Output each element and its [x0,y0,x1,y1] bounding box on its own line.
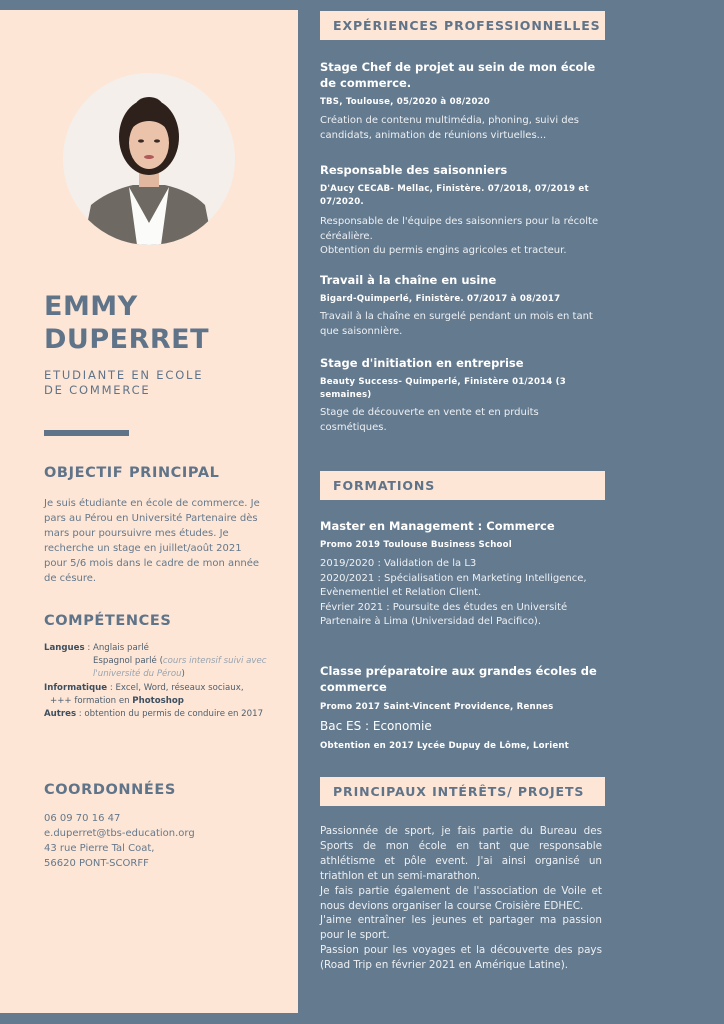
experience-subtitle: D'Aucy CECAB- Mellac, Finistère. 07/2018, 07/2019 et 07/2020. [320,184,589,207]
bac-subtitle: Obtention en 2017 Lycée Dupuy de Lôme, Lorient [320,741,569,751]
address-line-2: 56620 PONT-SCORFF [44,858,149,869]
informatique-value: : Excel, Word, réseaux sociaux, [107,682,244,693]
candidate-title [44,368,284,398]
experience-desc-line: Obtention du permis engins agricoles et tracteur. [320,245,567,256]
profile-photo [63,73,235,245]
interets-heading: PRINCIPAUX INTÉRÊTS/ PROJETS [320,777,605,806]
experience-desc [320,215,602,259]
interets-paragraph: Passionnée de sport, je fais partie du Bureau des Sports de mon école en tant que responsable athlétisme et pôle event. J'ai ainsi organisé un triathlon et un semi-marathon. [320,825,602,882]
competence-langues [44,642,280,655]
formation-desc [320,557,602,630]
espagnol-value: Espagnol parlé ( [93,656,163,667]
formations-heading: FORMATIONS [320,471,605,500]
phone-number[interactable]: 06 09 70 16 47 [44,813,121,824]
formation-line: 2020/2021 : Spécialisation en Marketing Intelligence, Evènementiel et Relation Client. [320,572,587,598]
divider [44,430,129,436]
autres-label: Autres [44,709,77,720]
informatique-label: Informatique [44,682,108,693]
formation-line: 2019/2020 : Validation de la L3 [320,558,477,569]
experience-subtitle: Bigard-Quimperlé, Finistère. 07/2017 à 08/2017 [320,294,561,304]
experience-desc: Travail à la chaîne en surgelé pendant un mois en tant que saisonnière. [320,311,593,337]
address-line-1: 43 rue Pierre Tal Coat, [44,843,155,854]
experience-desc: Création de contenu multimédia, phoning, suivi des candidats, animation de réunions virtuelles... [320,115,579,141]
coordonnees-heading: COORDONNÉES [44,782,176,798]
espagnol-note: cours intensif suivi avec l'université du Pérou [93,656,267,680]
competence-autres [44,708,280,721]
formation-subtitle: Promo 2019 Toulouse Business School [320,540,512,550]
experience-title: Travail à la chaîne en usine [320,273,497,287]
photoshop-label: Photoshop [132,695,184,706]
espagnol-close: ) [181,669,185,680]
experiences-heading: EXPÉRIENCES PROFESSIONNELLES [320,11,605,40]
experience-subtitle: Beauty Success- Quimperlé, Finistère 01/2014 (3 semaines) [320,377,566,400]
bac-title: Bac ES : Economie [320,719,432,733]
formation-title: Classe préparatoire aux grandes écoles de commerce [320,664,597,694]
interets-paragraph: Je fais partie également de l'association de Voile et nous devions organiser la course Croisière EDHEC. [320,884,602,912]
interets-paragraph: Passion pour les voyages et la découverte des pays (Road Trip en février 2021 en Amérique Latine). [320,944,602,972]
formation-line: Février 2021 : Poursuite des études en Université Partenaire à Lima (Universidad del Pacifico). [320,601,568,627]
name-last: DUPERRET [44,324,210,355]
objectif-text: Je suis étudiante en école de commerce. Je pars au Pérou en Université Partenaire dès mars pour poursuivre mes études. Je recherche un stage en juillet/août 2021 pour 5/6 mois dans le cadre de mon année de césure. [44,498,260,584]
competence-photoshop [44,695,280,708]
competence-informatique [44,682,280,695]
title-line-2: DE COMMERCE [44,383,151,397]
experience-desc-line: Responsable de l'équipe des saisonniers pour la récolte céréalière. [320,216,599,242]
experience-title: Responsable des saisonniers [320,163,508,177]
coordonnees-block [44,811,274,871]
competences-heading: COMPÉTENCES [44,613,172,629]
portrait-illustration [63,73,235,245]
objectif-heading: OBJECTIF PRINCIPAL [44,465,220,481]
email-address[interactable]: e.duperret@tbs-education.org [44,828,195,839]
interets-paragraph: J'aime entraîner les jeunes et partager ma passion pour le sport. [320,914,602,942]
competence-espagnol [44,655,280,681]
formation-title: Master en Management : Commerce [320,519,555,533]
interets-text [320,824,602,973]
autres-value: : obtention du permis de conduire en 2017 [76,709,264,720]
formation-subtitle: Promo 2017 Saint-Vincent Providence, Rennes [320,702,554,712]
experience-subtitle: TBS, Toulouse, 05/2020 à 08/2020 [320,97,490,107]
candidate-name [44,290,284,356]
langues-label: Langues [44,643,85,653]
photoshop-value: +++ formation en [50,695,133,706]
experience-title: Stage Chef de projet au sein de mon école de commerce. [320,60,596,90]
competences-list [44,642,280,721]
experience-desc: Stage de découverte en vente et en prduits cosmétiques. [320,407,539,433]
title-line-1: ETUDIANTE EN ECOLE [44,368,204,382]
name-first: EMMY [44,291,138,322]
langues-value: : Anglais parlé [84,643,149,653]
experience-title: Stage d'initiation en entreprise [320,356,524,370]
